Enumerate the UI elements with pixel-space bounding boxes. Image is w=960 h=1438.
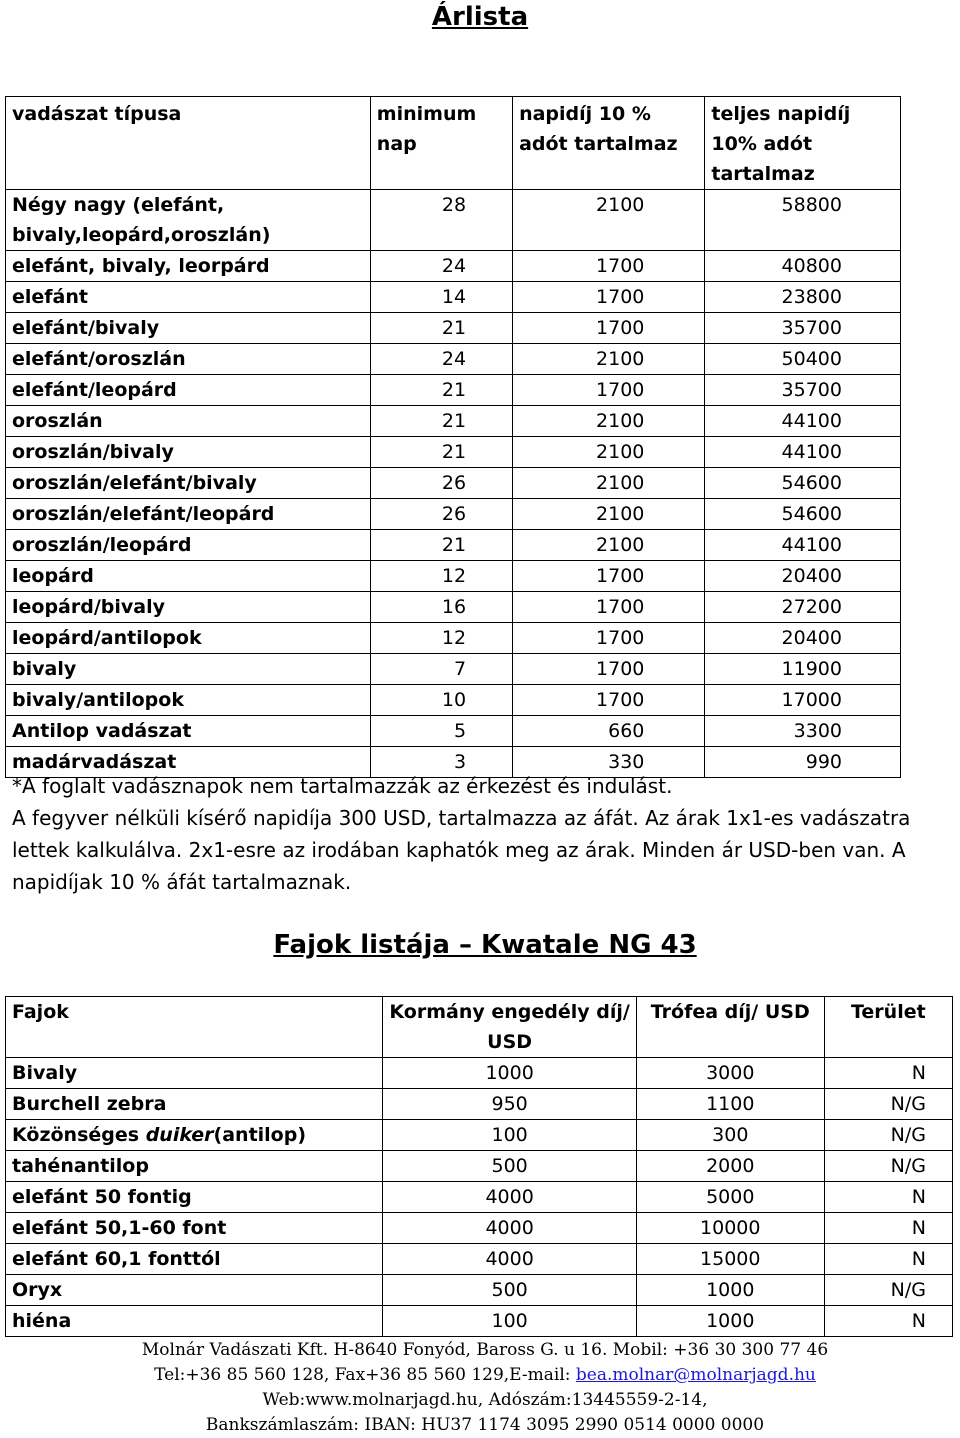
- note-prices: A fegyver nélküli kísérő napidíja 300 USD, tartalmazza az áfát. Az árak 1x1-es vadászatra lettek kalkulálva. 2x1-esre az irodában kaphatók meg az árak. Minden ár USD-ben van. A napidíjak 10 % áfát tartalmaznak.: [12, 806, 911, 894]
- species-name: elefánt 50 fontig: [6, 1182, 383, 1213]
- header-hunt-type: vadászat típusa: [6, 97, 371, 190]
- total-fee: 54600: [705, 468, 901, 499]
- area: N/G: [824, 1120, 952, 1151]
- min-days: 10: [370, 685, 512, 716]
- table-row: [6, 716, 901, 747]
- table-row: [6, 561, 901, 592]
- table-row: [6, 375, 901, 406]
- species-name: Burchell zebra: [6, 1089, 383, 1120]
- daily-fee: 1700: [513, 654, 705, 685]
- trophy-fee: 1000: [636, 1306, 824, 1337]
- daily-fee: 2100: [513, 437, 705, 468]
- license-fee: 950: [383, 1089, 637, 1120]
- table-row: [6, 437, 901, 468]
- species-name: elefánt 60,1 fonttól: [6, 1244, 383, 1275]
- total-fee: 990: [705, 747, 901, 778]
- hunt-type: elefánt, bivaly, leorpárd: [6, 251, 371, 282]
- table-row: [6, 468, 901, 499]
- species-name: Közönséges duiker(antilop): [6, 1120, 383, 1151]
- license-fee: 500: [383, 1151, 637, 1182]
- daily-fee: 2100: [513, 530, 705, 561]
- daily-fee: 2100: [513, 190, 705, 251]
- license-fee: 100: [383, 1306, 637, 1337]
- total-fee: 20400: [705, 561, 901, 592]
- table-row: [6, 1244, 953, 1275]
- email-link[interactable]: bea.molnar@molnarjagd.hu: [575, 1365, 816, 1385]
- company-footer: [0, 1338, 960, 1438]
- min-days: 24: [370, 251, 512, 282]
- table-row: [6, 592, 901, 623]
- min-days: 16: [370, 592, 512, 623]
- trophy-fee: 1000: [636, 1275, 824, 1306]
- license-fee: 4000: [383, 1182, 637, 1213]
- table-row: [6, 623, 901, 654]
- daily-fee: 660: [513, 716, 705, 747]
- table-row: [6, 1089, 953, 1120]
- min-days: 24: [370, 344, 512, 375]
- price-table-header: [6, 97, 901, 190]
- daily-fee: 1700: [513, 623, 705, 654]
- hunt-type: elefánt/bivaly: [6, 313, 371, 344]
- price-notes: [12, 770, 942, 898]
- min-days: 21: [370, 406, 512, 437]
- table-row: [6, 1213, 953, 1244]
- table-row: [6, 190, 901, 251]
- hunt-type: leopárd/bivaly: [6, 592, 371, 623]
- min-days: 21: [370, 313, 512, 344]
- footer-bank: Bankszámlaszám: IBAN: HU37 1174 3095 2990 0514 0000 0000: [205, 1415, 765, 1435]
- total-fee: 23800: [705, 282, 901, 313]
- header-species: Fajok: [6, 997, 383, 1058]
- total-fee: 44100: [705, 530, 901, 561]
- species-name: elefánt 50,1-60 font: [6, 1213, 383, 1244]
- species-section-title: Fajok listája – Kwatale NG 43: [273, 930, 697, 960]
- hunt-type: elefánt/oroszlán: [6, 344, 371, 375]
- total-fee: 27200: [705, 592, 901, 623]
- table-row: [6, 530, 901, 561]
- table-row: [6, 251, 901, 282]
- species-name: Bivaly: [6, 1058, 383, 1089]
- hunt-type: elefánt/leopárd: [6, 375, 371, 406]
- species-name: Oryx: [6, 1275, 383, 1306]
- daily-fee: 2100: [513, 344, 705, 375]
- min-days: 21: [370, 530, 512, 561]
- daily-fee: 2100: [513, 468, 705, 499]
- total-fee: 44100: [705, 406, 901, 437]
- trophy-fee: 15000: [636, 1244, 824, 1275]
- daily-fee: 330: [513, 747, 705, 778]
- species-name: tahénantilop: [6, 1151, 383, 1182]
- table-row: [6, 1306, 953, 1337]
- min-days: 21: [370, 437, 512, 468]
- trophy-fee: 5000: [636, 1182, 824, 1213]
- license-fee: 100: [383, 1120, 637, 1151]
- page-title: Árlista: [431, 2, 529, 32]
- hunt-type: oroszlán/leopárd: [6, 530, 371, 561]
- min-days: 7: [370, 654, 512, 685]
- table-row: [6, 1151, 953, 1182]
- area: N: [824, 1306, 952, 1337]
- area: N: [824, 1058, 952, 1089]
- total-fee: 35700: [705, 313, 901, 344]
- table-row: [6, 1120, 953, 1151]
- daily-fee: 2100: [513, 499, 705, 530]
- total-fee: 54600: [705, 499, 901, 530]
- header-total-fee: teljes napidíj 10% adót tartalmaz: [705, 97, 901, 190]
- header-min-days: minimum nap: [370, 97, 512, 190]
- hunt-type: Antilop vadászat: [6, 716, 371, 747]
- area: N: [824, 1182, 952, 1213]
- hunt-type: oroszlán/bivaly: [6, 437, 371, 468]
- table-row: [6, 1058, 953, 1089]
- min-days: 28: [370, 190, 512, 251]
- min-days: 21: [370, 375, 512, 406]
- hunt-type: leopárd: [6, 561, 371, 592]
- footer-contact: Tel:+36 85 560 128, Fax+36 85 560 129,E-mail: bea.molnar@molnarjagd.hu: [154, 1365, 816, 1385]
- daily-fee: 2100: [513, 406, 705, 437]
- license-fee: 1000: [383, 1058, 637, 1089]
- trophy-fee: 2000: [636, 1151, 824, 1182]
- area: N/G: [824, 1275, 952, 1306]
- table-row: [6, 1182, 953, 1213]
- hunt-type: oroszlán/elefánt/leopárd: [6, 499, 371, 530]
- total-fee: 17000: [705, 685, 901, 716]
- table-row: [6, 499, 901, 530]
- table-row: [6, 685, 901, 716]
- species-table: [5, 996, 953, 1337]
- total-fee: 50400: [705, 344, 901, 375]
- footer-address: Molnár Vadászati Kft. H-8640 Fonyód, Baross G. u 16. Mobil: +36 30 300 77 46: [141, 1340, 829, 1360]
- header-trophy-fee: Trófea díj/ USD: [636, 997, 824, 1058]
- hunt-type: leopárd/antilopok: [6, 623, 371, 654]
- hunt-type: bivaly/antilopok: [6, 685, 371, 716]
- price-table: [5, 96, 901, 778]
- trophy-fee: 3000: [636, 1058, 824, 1089]
- total-fee: 20400: [705, 623, 901, 654]
- table-row: [6, 282, 901, 313]
- trophy-fee: 1100: [636, 1089, 824, 1120]
- header-daily-fee: napidíj 10 % adót tartalmaz: [513, 97, 705, 190]
- table-row: [6, 313, 901, 344]
- min-days: 14: [370, 282, 512, 313]
- total-fee: 3300: [705, 716, 901, 747]
- min-days: 12: [370, 561, 512, 592]
- area: N/G: [824, 1151, 952, 1182]
- min-days: 26: [370, 468, 512, 499]
- min-days: 3: [370, 747, 512, 778]
- table-row: [6, 654, 901, 685]
- total-fee: 40800: [705, 251, 901, 282]
- min-days: 26: [370, 499, 512, 530]
- daily-fee: 1700: [513, 282, 705, 313]
- area: N: [824, 1244, 952, 1275]
- hunt-type: oroszlán/elefánt/bivaly: [6, 468, 371, 499]
- trophy-fee: 10000: [636, 1213, 824, 1244]
- daily-fee: 1700: [513, 251, 705, 282]
- trophy-fee: 300: [636, 1120, 824, 1151]
- daily-fee: 1700: [513, 313, 705, 344]
- hunt-type: elefánt: [6, 282, 371, 313]
- daily-fee: 1700: [513, 685, 705, 716]
- min-days: 5: [370, 716, 512, 747]
- daily-fee: 1700: [513, 375, 705, 406]
- area: N/G: [824, 1089, 952, 1120]
- area: N: [824, 1213, 952, 1244]
- total-fee: 11900: [705, 654, 901, 685]
- license-fee: 500: [383, 1275, 637, 1306]
- hunt-type: madárvadászat: [6, 747, 371, 778]
- footer-web: Web:www.molnarjagd.hu, Adószám:13445559-2-14,: [262, 1390, 708, 1410]
- table-row: [6, 1275, 953, 1306]
- daily-fee: 1700: [513, 592, 705, 623]
- license-fee: 4000: [383, 1213, 637, 1244]
- license-fee: 4000: [383, 1244, 637, 1275]
- header-license-fee: Kormány engedély díj/ USD: [383, 997, 637, 1058]
- hunt-type: oroszlán: [6, 406, 371, 437]
- total-fee: 44100: [705, 437, 901, 468]
- species-table-header: [6, 997, 953, 1058]
- daily-fee: 1700: [513, 561, 705, 592]
- total-fee: 58800: [705, 190, 901, 251]
- total-fee: 35700: [705, 375, 901, 406]
- table-row: [6, 406, 901, 437]
- note-hunting-days: *A foglalt vadásznapok nem tartalmazzák az érkezést és indulást.: [12, 774, 673, 798]
- table-row: [6, 344, 901, 375]
- hunt-type: Négy nagy (elefánt, bivaly,leopárd,oroszlán): [6, 190, 371, 251]
- header-area: Terület: [824, 997, 952, 1058]
- hunt-type: bivaly: [6, 654, 371, 685]
- species-name: hiéna: [6, 1306, 383, 1337]
- min-days: 12: [370, 623, 512, 654]
